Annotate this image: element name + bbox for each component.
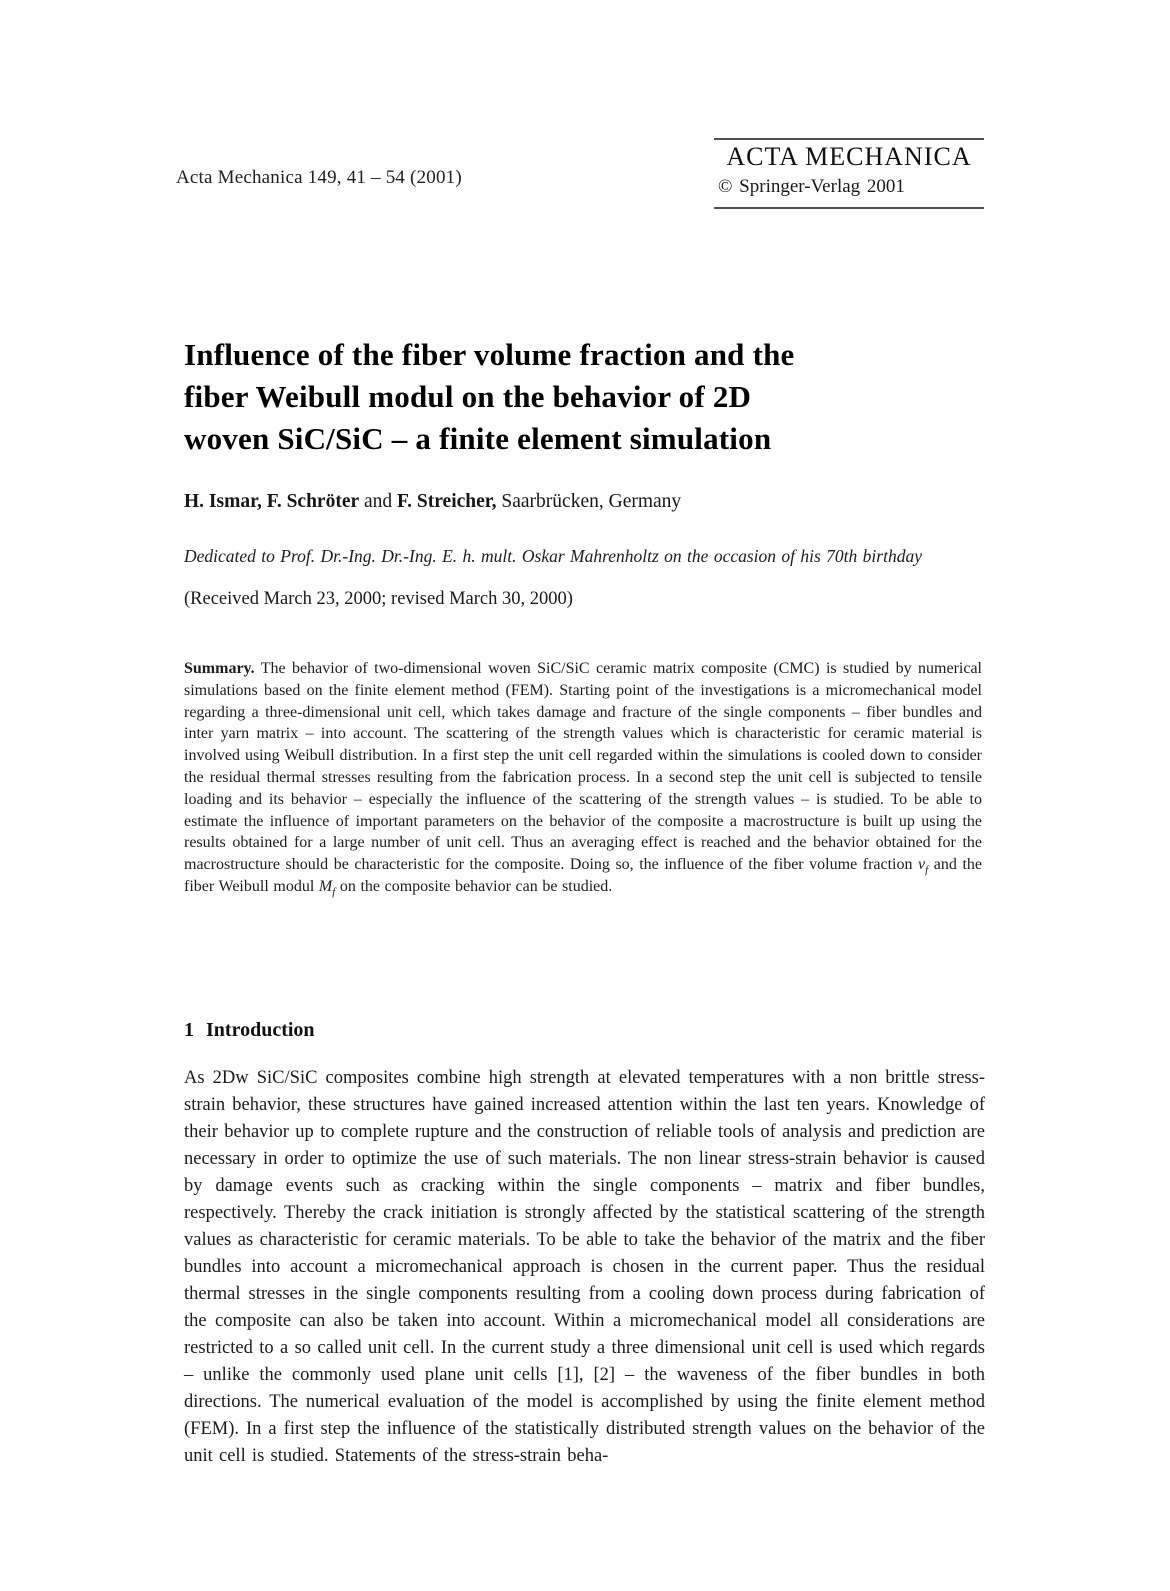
section-title: Introduction [206, 1019, 315, 1041]
dedication-note: Dedicated to Prof. Dr.-Ing. Dr.-Ing. E. h. mult. Oskar Mahrenholtz on the occasion of his 70th birthday [184, 546, 922, 566]
summary-text-after: on the composite behavior can be studied. [335, 877, 613, 895]
author-names-secondary: F. Streicher, [397, 491, 497, 512]
summary-paragraph [184, 658, 982, 898]
fiber-volume-fraction-symbol: v [918, 856, 926, 874]
authors-connector: and [359, 491, 398, 512]
weibull-modul-symbol: M [318, 877, 333, 895]
title-line-1: Influence of the fiber volume fraction and the [184, 337, 795, 372]
article-title [184, 334, 984, 460]
title-line-3: woven SiC/SiC – a finite element simulation [184, 421, 772, 456]
fiber-volume-fraction-subscript: f [925, 864, 929, 877]
section-heading-introduction [184, 1019, 315, 1042]
title-line-2: fiber Weibull modul on the behavior of 2D [184, 379, 752, 414]
summary-text-before: The behavior of two-dimensional woven SiC/SiC ceramic matrix composite (CMC) is studied by numerical simulations based on the finite element method (FEM). Starting point of the investigations is a micromechanical model regarding a three-dimensional unit cell, which takes damage and fracture of the single components – fiber bundles and inter yarn matrix – into account. The scattering of the strength values which is characteristic for ceramic material is involved using Weibull distribution. In a first step the unit cell regarded within the simulations is cooled down to consider the residual thermal stresses resulting from the fabrication process. In a second step the unit cell is subjected to tensile loading and its behavior – especially the influence of the scattering of the strength values – is studied. To be able to estimate the influence of important parameters on the behavior of the composite a macrostructure is built up using the results obtained for a large number of unit cell. Thus an averaging effect is reached and the behavior obtained for the macrostructure should be characteristic for the composite. Doing so, the influence of the fiber volume fraction [184, 660, 982, 874]
journal-name: ACTA MECHANICA [726, 142, 972, 171]
journal-masthead [714, 138, 984, 209]
weibull-modul-subscript: f [332, 886, 336, 899]
header-citation: Acta Mechanica 149, 41 – 54 (2001) [176, 167, 462, 188]
received-note: (Received March 23, 2000; revised March 30, 2000) [184, 589, 573, 609]
journal-publisher: © Springer-Verlag 2001 [718, 176, 905, 197]
author-names-primary: H. Ismar, F. Schröter [184, 491, 360, 512]
section-number: 1 [184, 1019, 194, 1041]
introduction-paragraph: As 2Dw SiC/SiC composites combine high strength at elevated temperatures with a non brittle stress-strain behavior, these structures have gained increased attention within the last ten years. Knowledge of their behavior up to complete rupture and the construction of reliable tools of analysis and prediction are necessary in order to optimize the use of such materials. The non linear stress-strain behavior is caused by damage events such as cracking within the single components – matrix and fiber bundles, respectively. Thereby the crack initiation is strongly affected by the statistical scattering of the strength values as characteristic for ceramic materials. To be able to take the behavior of the matrix and the fiber bundles into account a micromechanical approach is chosen in the current paper. Thus the residual thermal stresses in the single components resulting from a cooling down process during fabrication of the composite can also be taken into account. Within a micromechanical model all considerations are restricted to a so called unit cell. In the current study a three dimensional unit cell is used which regards – unlike the commonly used plane unit cells [1], [2] – the waveness of the fiber bundles in both directions. The numerical evaluation of the model is accomplished by using the finite element method (FEM). In a first step the influence of the statistically distributed strength values on the behavior of the unit cell is studied. Statements of the stress-strain beha- [184, 1068, 985, 1466]
authors-line [184, 491, 681, 513]
summary-label: Summary. [184, 660, 255, 677]
summary-text-mid: and the fiber Weibull modul [184, 856, 982, 895]
authors-affiliation: Saarbrücken, Germany [496, 491, 682, 512]
